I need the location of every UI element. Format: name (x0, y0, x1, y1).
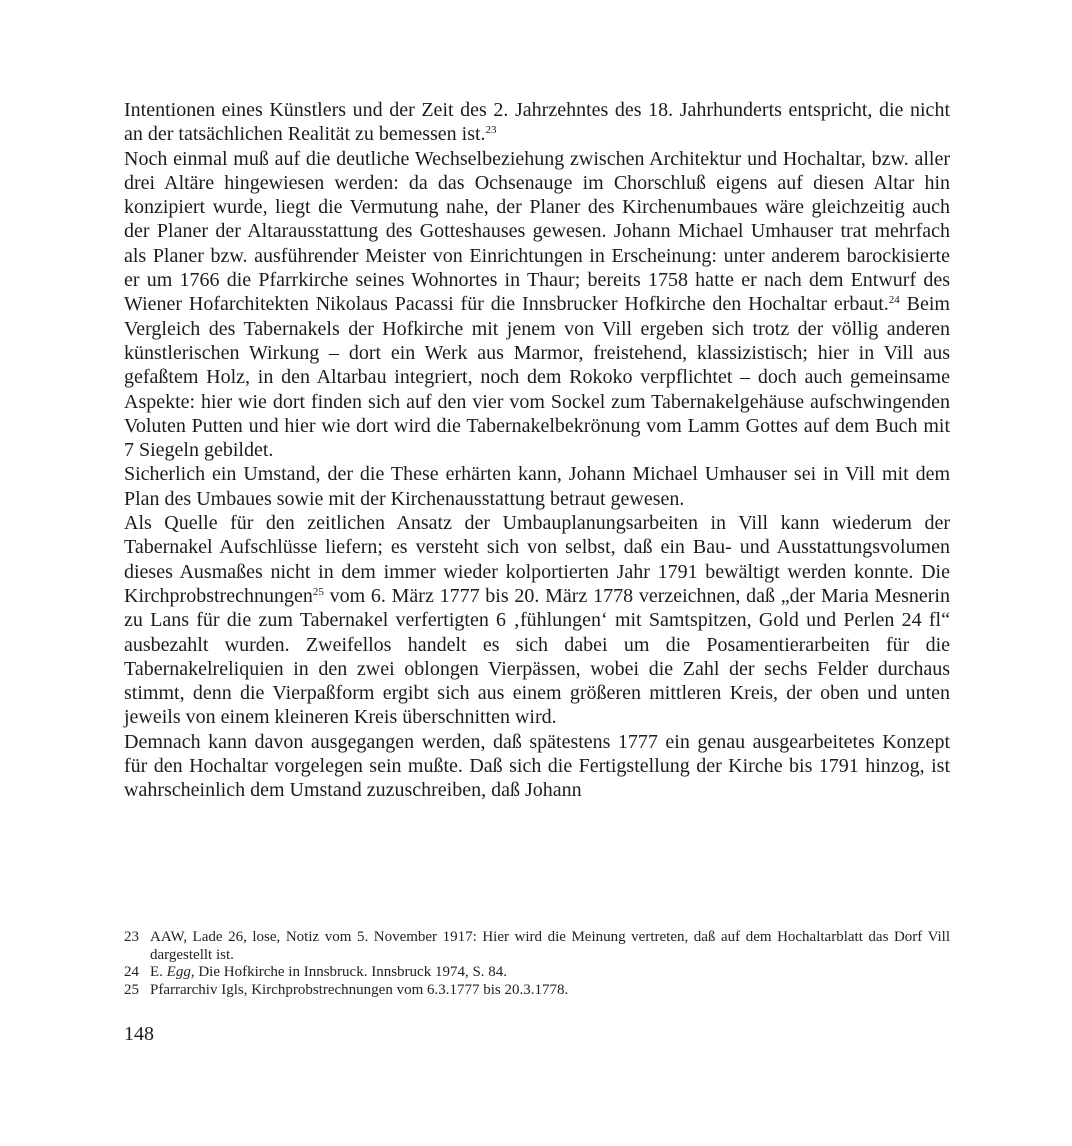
footnote-number: 24 (124, 964, 139, 980)
footnote-ref-23: 23 (485, 124, 497, 137)
footnote-ref-25: 25 (312, 585, 324, 598)
footnote-number: 25 (124, 981, 139, 998)
footnote-text: Pfarrarchiv Igls, Kirchprobstrechnungen vom 6.3.1777 bis 20.3.1778. (150, 981, 569, 998)
footnote-24 (124, 964, 950, 982)
paragraph-2: Noch einmal muß auf die deutliche Wechselbeziehung zwischen Architektur und Hochaltar, bzw. aller drei Altäre hingewiesen werden: da das Ochsenauge im Chorschluß eigens auf diesen Altar hin konzipiert wurde, liegt die Vermutung nahe, der Planer des Kirchenumbaues wäre gleichzeitig auch der Planer der Altarausstattung des Gotteshauses gewesen. Johann Michael Umhauser trat mehrfach als Planer bzw. ausführender Meister von Einrichtungen in Erscheinung: unter anderem barockisierte er um 1766 die Pfarrkirche seines Wohnortes in Thaur; bereits 1758 hatte er nach dem Entwurf des Wiener Hofarchitekten Nikolaus Pacassi für die Innsbrucker Hofkirche den Hochaltar erbaut.$^{24}$ Beim Vergleich des Tabernakels der Hofkirche mit jenem von Vill ergeben sich trotz der völlig anderen künstlerischen Wirkung – dort ein Werk aus Marmor, freistehend, klassizistisch; hier in Vill aus gefaßtem Holz, in den Altarbau integriert, noch dem Rokoko verpflichtet – doch auch gemeinsame Aspekte: hier wie dort finden sich auf den vier vom Sockel zum Tabernakelgehäuse aufschwingenden Voluten Putten und hier wie dort wird die Tabernakelbekrönung vom Lamm Gottes auf dem Buch mit 7 Siegeln gebildet. (124, 147, 950, 462)
footnote-number: 23 (124, 929, 139, 945)
paragraph-1: Intentionen eines Künstlers und der Zeit des 2. Jahrzehntes des 18. Jahrhunderts entspricht, die nicht an der tatsächlichen Realität zu bemessen ist.$^{23}$ (124, 99, 950, 146)
footnote-text: E. Egg, Die Hofkirche in Innsbruck. Innsbruck 1974, S. 84. (150, 964, 508, 980)
paragraph-4: Als Quelle für den zeitlichen Ansatz der Umbauplanungsarbeiten in Vill kann wiederum der Tabernakel Aufschlüsse liefern; es versteht sich von selbst, daß ein Bau- und Ausstattungsvolumen dieses Ausmaßes nicht in dem immer wieder kolportierten Jahr 1791 bewältigt werden konnte. Die Kirchprobstrechnungen$^{25}$ vom 6. März 1777 bis 20. März 1778 verzeichnen, daß „der Maria Mesnerin zu Lans für die zum Tabernakel verfertigten 6 ‚fühlungen‘ mit Samtspitzen, Gold und Perlen 24 fl“ ausbezahlt wurden. Zweifellos handelt es sich dabei um die Posamentierarbeiten für die Tabernakelreliquien in den zwei oblongen Vierpässen, wobei die Zahl der sechs Felder durchaus stimmt, denn die Vierpaßform ergibt sich aus einem größeren mittleren Kreis, der oben und unten jeweils von einem kleineren Kreis überschnitten wird. (124, 512, 950, 729)
footnote-23 (124, 929, 950, 964)
page-number: 148 (124, 1023, 154, 1045)
footnote-ref-24: 24 (888, 294, 900, 307)
footnotes (124, 929, 950, 999)
footnote-author: Egg, (166, 964, 195, 980)
footnote-text: AAW, Lade 26, lose, Notiz vom 5. November 1917: Hier wird die Meinung vertreten, daß auf dem Hochaltarblatt das Dorf Vill dargestellt ist. (150, 929, 950, 963)
paragraph-5: Demnach kann davon ausgegangen werden, daß spätestens 1777 ein genau ausgearbeitetes Konzept für den Hochaltar vorgelegen sein mußte. Daß sich die Fertigstellung der Kirche bis 1791 hinzog, ist wahrscheinlich dem Umstand zuzuschreiben, daß Johann (124, 730, 950, 802)
main-text (124, 98, 950, 803)
paragraph-3: Sicherlich ein Umstand, der die These erhärten kann, Johann Michael Umhauser sei in Vill mit dem Plan des Umbaues sowie mit der Kirchenausstattung betraut gewesen. (124, 463, 950, 510)
footnote-25 (124, 982, 950, 1000)
